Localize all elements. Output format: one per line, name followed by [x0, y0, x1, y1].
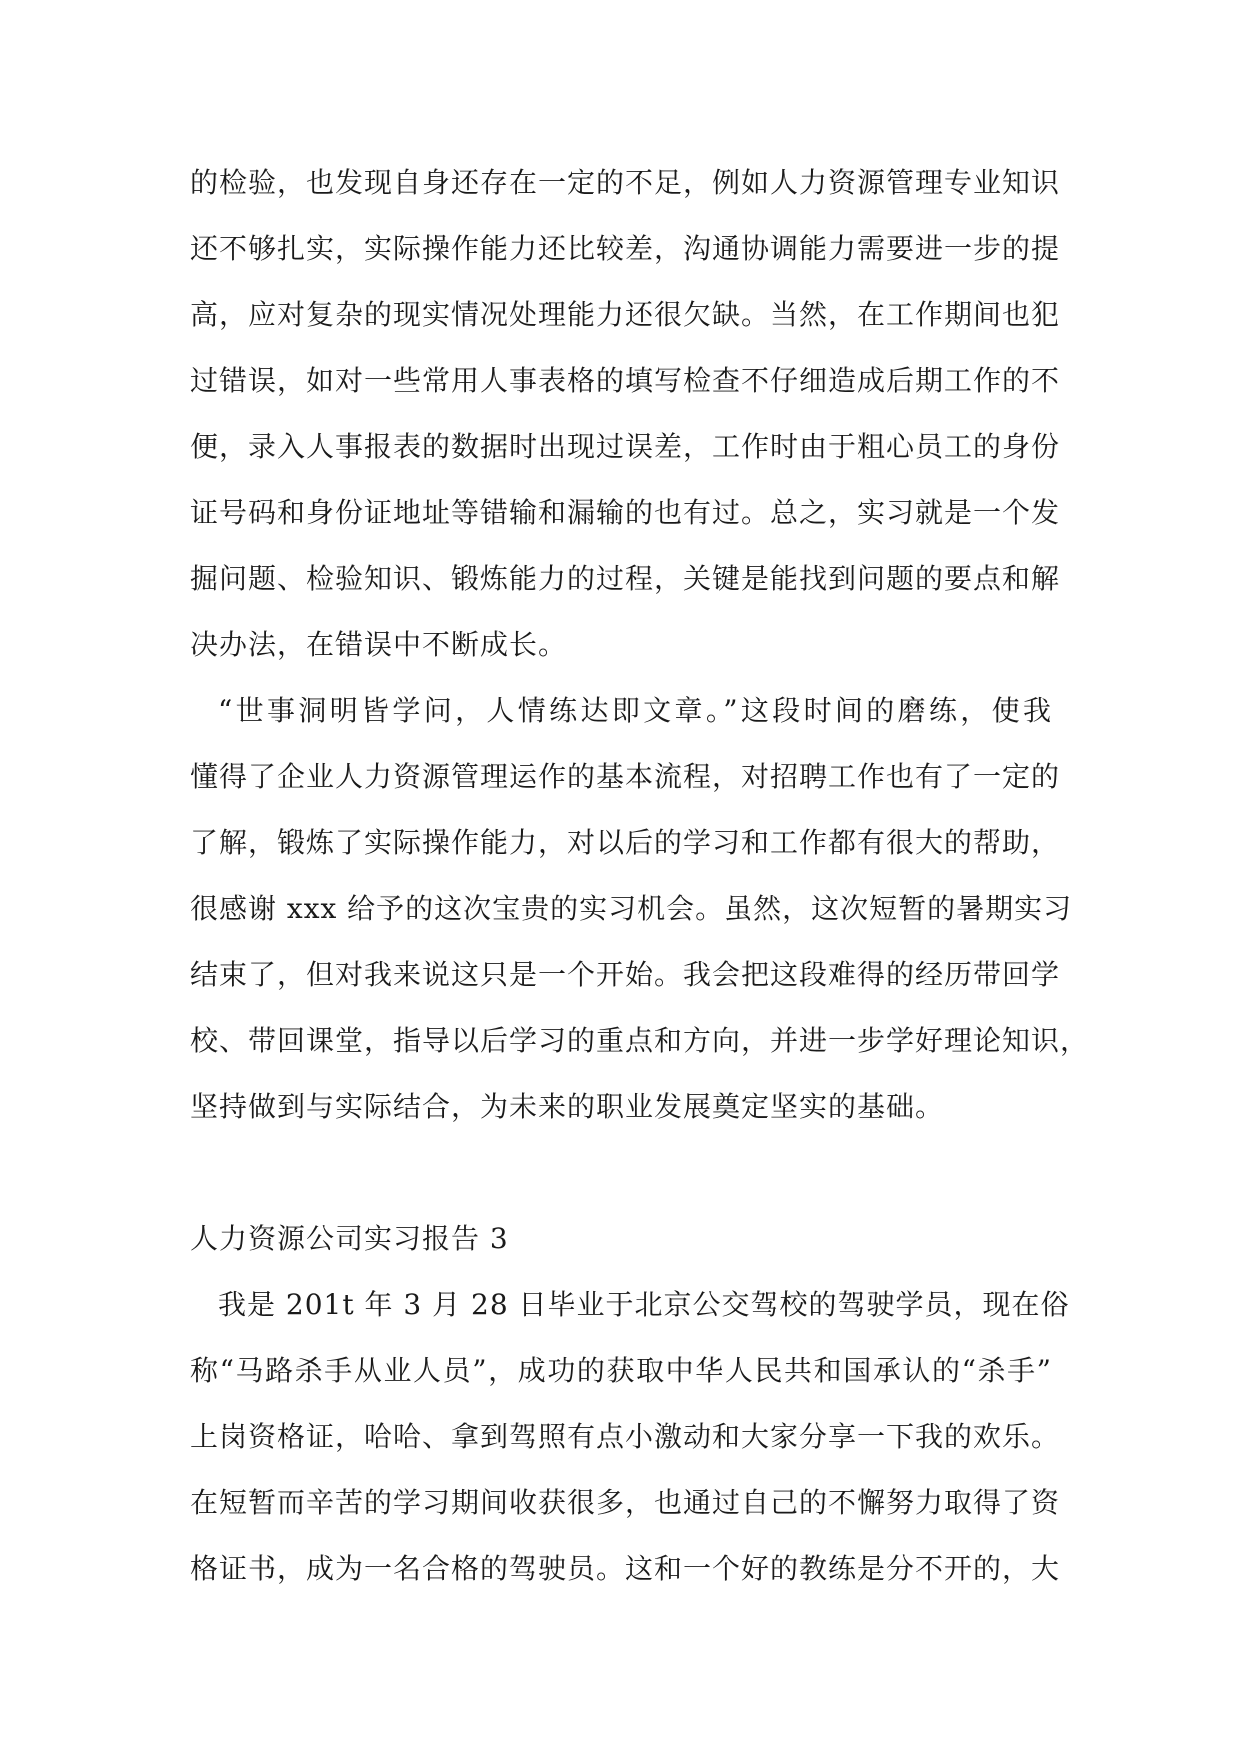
text-line: 决办法，在错误中不断成长。 — [190, 628, 568, 661]
paragraph-1 — [190, 150, 1061, 678]
text-line: 懂得了企业人力资源管理运作的基本流程，对招聘工作也有了一定的 — [190, 760, 1061, 793]
section-title: 人力资源公司实习报告 3 — [190, 1222, 509, 1255]
text-line: 还不够扎实，实际操作能力还比较差，沟通协调能力需要进一步的提 — [190, 232, 1061, 265]
text-line: 高，应对复杂的现实情况处理能力还很欠缺。当然，在工作期间也犯 — [190, 298, 1061, 331]
text-line: 结束了，但对我来说这只是一个开始。我会把这段难得的经历带回学 — [190, 958, 1061, 991]
text-line: 我是 201t 年 3 月 28 日毕业于北京公交驾校的驾驶学员，现在俗 — [218, 1288, 1070, 1321]
text-line: 称“马路杀手从业人员”，成功的获取中华人民共和国承认的“杀手” — [190, 1354, 1052, 1387]
document-body — [190, 150, 1090, 1602]
text-line: 格证书，成为一名合格的驾驶员。这和一个好的教练是分不开的，大 — [190, 1552, 1061, 1585]
text-line: 过错误，如对一些常用人事表格的填写检查不仔细造成后期工作的不 — [190, 364, 1061, 397]
text-line: 上岗资格证，哈哈、拿到驾照有点小激动和大家分享一下我的欢乐。 — [190, 1420, 1061, 1453]
paragraph-3 — [190, 1272, 1070, 1602]
text-line: 校、带回课堂，指导以后学习的重点和方向，并进一步学好理论知识， — [190, 1024, 1090, 1057]
text-line: 很感谢 xxx 给予的这次宝贵的实习机会。虽然，这次短暂的暑期实习 — [190, 892, 1073, 925]
section-spacer — [190, 1140, 1052, 1206]
text-line: 坚持做到与实际结合，为未来的职业发展奠定坚实的基础。 — [190, 1090, 945, 1123]
text-line: 便，录入人事报表的数据时出现过误差，工作时由于粗心员工的身份 — [190, 430, 1061, 463]
text-line: “世事洞明皆学问，人情练达即文章。”这段时间的磨练，使我 — [218, 694, 1052, 727]
text-line: 在短暂而辛苦的学习期间收获很多，也通过自己的不懈努力取得了资 — [190, 1486, 1061, 1519]
paragraph-2 — [190, 678, 1090, 1140]
text-line: 掘问题、检验知识、锻炼能力的过程，关键是能找到问题的要点和解 — [190, 562, 1061, 595]
text-line: 证号码和身份证地址等错输和漏输的也有过。总之，实习就是一个发 — [190, 496, 1061, 529]
text-line: 了解，锻炼了实际操作能力，对以后的学习和工作都有很大的帮助， — [190, 826, 1061, 859]
text-line: 的检验，也发现自身还存在一定的不足，例如人力资源管理专业知识 — [190, 166, 1061, 199]
